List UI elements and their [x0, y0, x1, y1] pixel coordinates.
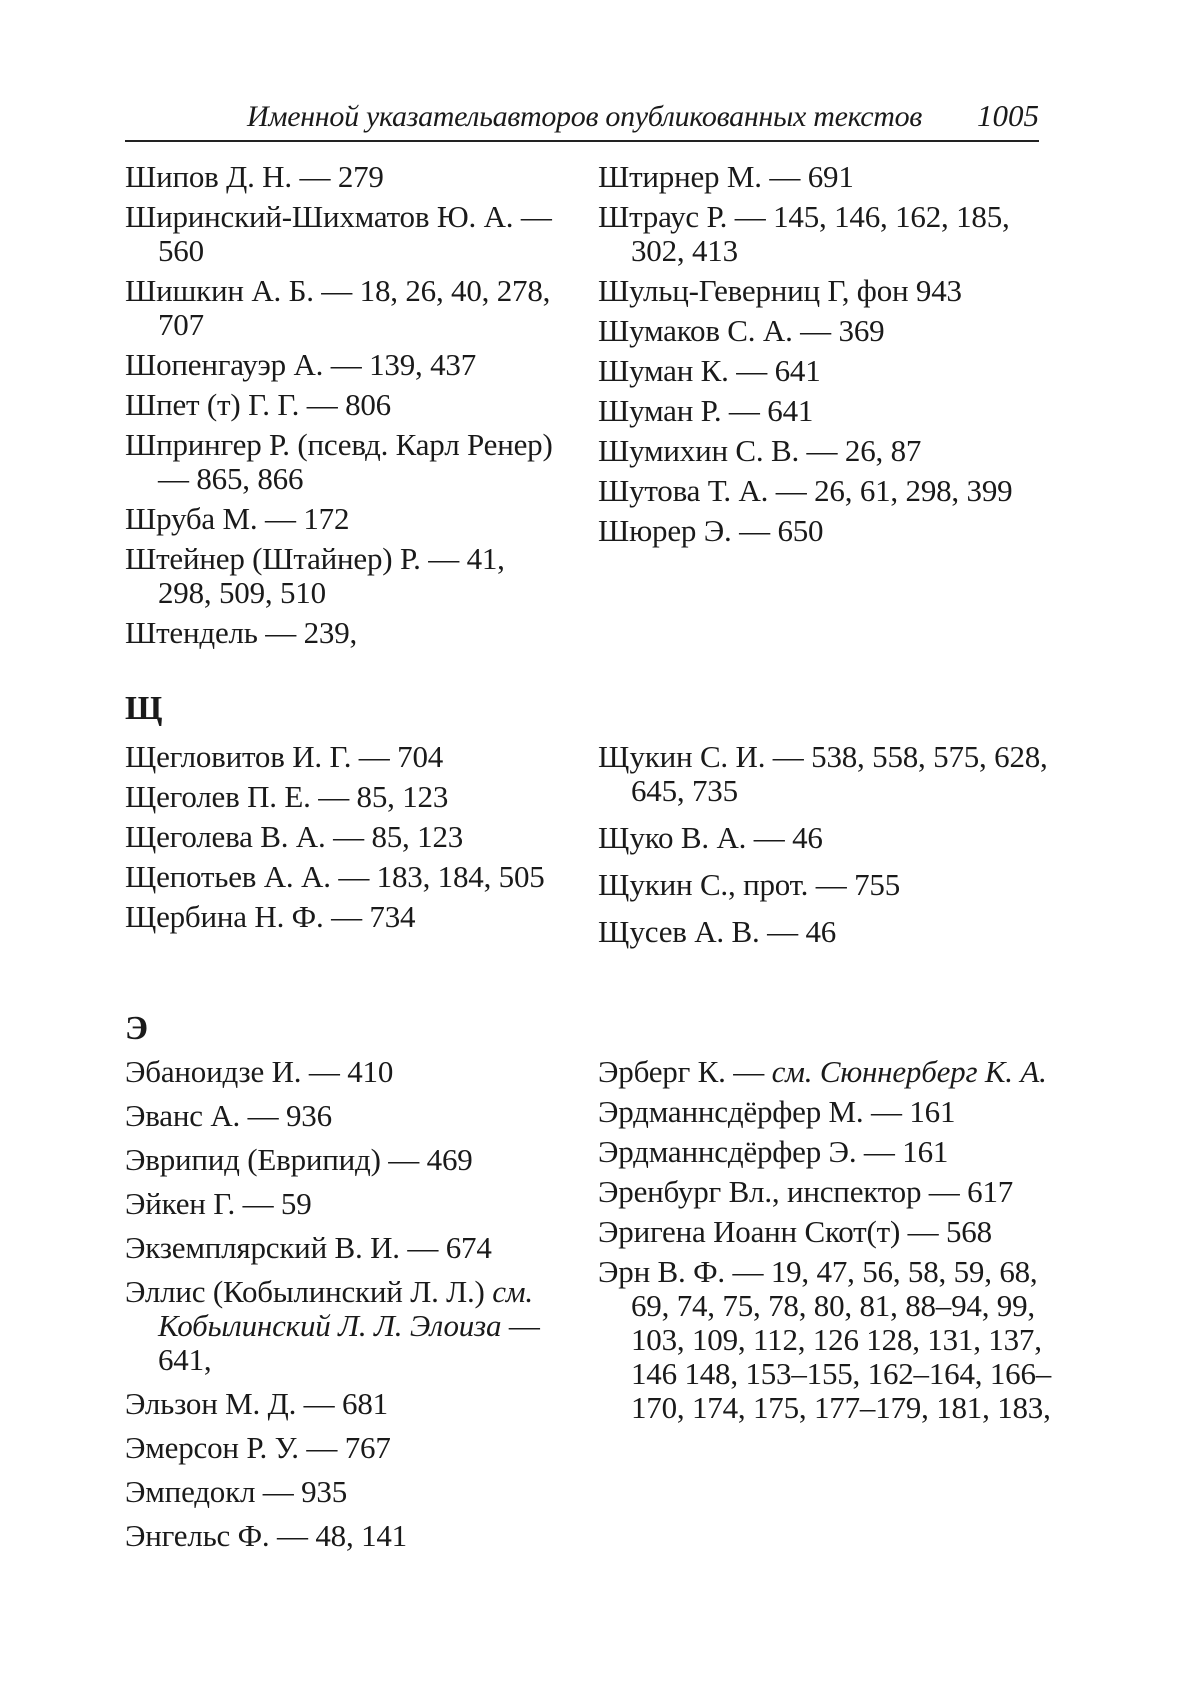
index-entry: Эмпедокл — 935 [125, 1474, 348, 1509]
running-head [125, 100, 1039, 142]
index-entry-erberg [598, 1055, 1068, 1089]
entry-cross-reference: см. Кобылинский Л. Л. Элоиза [158, 1274, 533, 1343]
index-entry: Эригена Иоанн Скот(т) — 568 [598, 1214, 992, 1249]
index-entry: Щукин С. И. — 538, 558, 575, 628, 645, 735 [598, 739, 1048, 808]
index-entry: Штирнер М. — 691 [598, 159, 854, 194]
index-entry: Штендель — 239, [125, 615, 358, 650]
index-entry: Эванс А. — 936 [125, 1098, 332, 1133]
index-entry: Щепотьев А. А. — 183, 184, 505 [125, 859, 545, 894]
index-entry: Шутова Т. А. — 26, 61, 298, 399 [598, 473, 1013, 508]
index-entry: Щусев А. В. — 46 [598, 914, 837, 949]
index-entry: Щеголева В. А. — 85, 123 [125, 819, 464, 854]
entry-name: Эллис (Кобылинский Л. Л.) [125, 1274, 485, 1309]
index-entry: Эбаноидзе И. — 410 [125, 1054, 394, 1089]
index-entry-ellis [125, 1275, 565, 1377]
index-entry: Эльзон М. Д. — 681 [125, 1386, 388, 1421]
letter-heading-e: Э [125, 1010, 149, 1047]
index-entry: Энгельс Ф. — 48, 141 [125, 1518, 407, 1553]
index-entry: Шумихин С. В. — 26, 87 [598, 433, 922, 468]
running-title: Именной указательавторов опубликованных текстов [247, 100, 922, 133]
index-entry: Шуман К. — 641 [598, 353, 821, 388]
index-entry: Щеголев П. Е. — 85, 123 [125, 779, 449, 814]
entry-name: Эрберг К. — [598, 1054, 772, 1089]
index-entry: Экземплярский В. И. — 674 [125, 1230, 492, 1265]
index-column-left [125, 160, 565, 656]
index-entry: Шумаков С. А. — 369 [598, 313, 885, 348]
index-entry: Эрн В. Ф. — 19, 47, 56, 58, 59, 68, 69, 74, 75, 78, 80, 81, 88–94, 99, 103, 109, 112, 126 128, 131, 137, 146 148, 153–155, 162–164, 166–170, 174, 175, 177–179, 181, 183, [598, 1254, 1052, 1425]
index-entry: Щуко В. А. — 46 [598, 820, 823, 855]
index-column-left [125, 740, 565, 940]
index-entry: Шуман Р. — 641 [598, 393, 814, 428]
index-entry: Эйкен Г. — 59 [125, 1186, 312, 1221]
index-entry: Щегловитов И. Г. — 704 [125, 739, 444, 774]
page-number: 1005 [977, 98, 1039, 133]
index-column-right [598, 1055, 1068, 1431]
index-entry: Шульц-Геверниц Г, фон 943 [598, 273, 962, 308]
index-entry: Шюрер Э. — 650 [598, 513, 824, 548]
index-entry: Эврипид (Еврипид) — 469 [125, 1142, 473, 1177]
index-column-right [598, 160, 1068, 554]
index-entry: Шпет (т) Г. Г. — 806 [125, 387, 391, 422]
index-entry: Шопенгауэр А. — 139, 437 [125, 347, 477, 382]
index-entry: Шруба М. — 172 [125, 501, 350, 536]
index-entry: Шишкин А. Б. — 18, 26, 40, 278, 707 [125, 273, 551, 342]
index-entry: Штраус Р. — 145, 146, 162, 185, 302, 413 [598, 199, 1010, 268]
index-entry: Ширинский-Шихматов Ю. А. — 560 [125, 199, 552, 268]
index-entry: Эренбург Вл., инспектор — 617 [598, 1174, 1014, 1209]
entry-pages: — 641, [158, 1308, 540, 1377]
index-entry: Шпрингер Р. (псевд. Карл Ренер) — 865, 866 [125, 427, 553, 496]
index-entry: Эмерсон Р. У. — 767 [125, 1430, 391, 1465]
index-column-right [598, 740, 1068, 962]
letter-heading-sch: Щ [125, 690, 163, 727]
index-entry: Эрдманнсдёрфер Э. — 161 [598, 1134, 949, 1169]
index-entry: Шипов Д. Н. — 279 [125, 159, 384, 194]
entry-cross-reference: см. Сюннерберг К. А. [771, 1054, 1047, 1089]
index-entry: Эрдманнсдёрфер М. — 161 [598, 1094, 956, 1129]
index-entry: Штейнер (Штайнер) Р. — 41, 298, 509, 510 [125, 541, 505, 610]
index-entry: Щукин С., прот. — 755 [598, 867, 901, 902]
index-entry: Щербина Н. Ф. — 734 [125, 899, 416, 934]
index-column-left [125, 1055, 565, 1563]
